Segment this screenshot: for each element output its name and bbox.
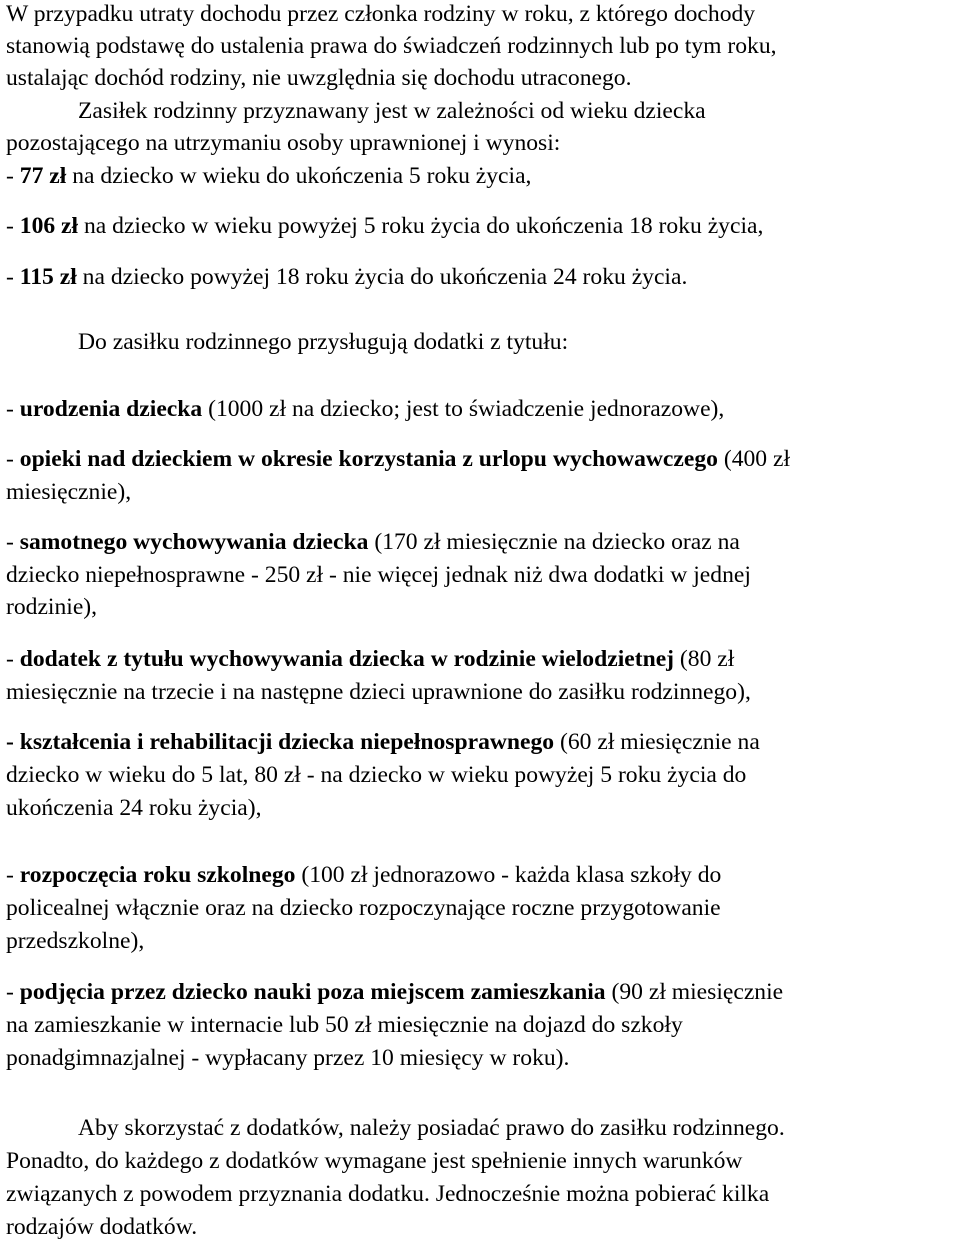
item-title: dodatek z tytułu wychowywania dziecka w rodzinie wielodzietnej xyxy=(19,646,675,672)
supplement-away-from-home-cont: ponadgimnazjalnej - wypłacany przez 10 miesięcy w roku). xyxy=(6,1045,570,1071)
intro-line-3: ustalając dochód rodziny, nie uwzględnia się dochodu utraconego. xyxy=(6,65,632,91)
closing-line-3: związanych z powodem przyznania dodatku. Jednocześnie można pobierać kilka xyxy=(6,1181,770,1207)
supplement-disabled-education xyxy=(6,728,760,756)
item-prefix: - xyxy=(6,862,20,888)
closing-line-1: Aby skorzystać z dodatków, należy posiadać prawo do zasiłku rodzinnego. xyxy=(78,1115,785,1141)
allowance-line-1: Zasiłek rodzinny przyznawany jest w zależności od wieku dziecka xyxy=(78,98,706,124)
item-text: (80 zł xyxy=(674,646,735,672)
item-prefix: - xyxy=(6,396,20,422)
item-prefix: - xyxy=(6,646,20,672)
rate-text: na dziecko w wieku powyżej 5 roku życia do ukończenia 18 roku życia, xyxy=(78,213,764,239)
closing-line-4: rodzajów dodatków. xyxy=(6,1214,198,1240)
item-text: (90 zł miesięcznie xyxy=(605,979,784,1005)
item-title: - kształcenia i rehabilitacji dziecka niepełnosprawnego xyxy=(6,729,555,755)
supplement-single-parent-cont: dziecko niepełnosprawne - 250 zł - nie więcej jednak niż dwa dodatki w jednej xyxy=(6,562,751,588)
rate-amount: 77 zł xyxy=(19,163,67,189)
supplement-away-from-home-cont: na zamieszkanie w internacie lub 50 zł miesięcznie na dojazd do szkoły xyxy=(6,1012,683,1038)
item-prefix: - xyxy=(6,979,20,1005)
rate-item xyxy=(6,263,687,291)
supplement-parental-leave-cont: miesięcznie), xyxy=(6,479,132,505)
rate-item xyxy=(6,212,763,240)
supplement-disabled-education-cont: ukończenia 24 roku życia), xyxy=(6,795,262,821)
supplement-disabled-education-cont: dziecko w wieku do 5 lat, 80 zł - na dziecko w wieku powyżej 5 roku życia do xyxy=(6,762,747,788)
item-text: (170 zł miesięcznie na dziecko oraz na xyxy=(368,529,740,555)
rate-amount: 106 zł xyxy=(19,213,79,239)
item-title: opieki nad dzieckiem w okresie korzystania z urlopu wychowawczego xyxy=(19,446,718,472)
rate-amount: 115 zł xyxy=(19,264,77,290)
rate-text: na dziecko powyżej 18 roku życia do ukończenia 24 roku życia. xyxy=(76,264,688,290)
rate-item xyxy=(6,162,531,190)
supplement-school-year-cont: policealnej włącznie oraz na dziecko rozpoczynające roczne przygotowanie xyxy=(6,895,721,921)
item-text: (1000 zł na dziecko; jest to świadczenie jednorazowe), xyxy=(202,396,725,422)
item-prefix: - xyxy=(6,446,20,472)
intro-line-1: W przypadku utraty dochodu przez członka rodziny w roku, z którego dochody xyxy=(6,1,756,27)
item-title: rozpoczęcia roku szkolnego xyxy=(19,862,296,888)
supplement-large-family-cont: miesięcznie na trzecie i na następne dzieci uprawnione do zasiłku rodzinnego), xyxy=(6,679,751,705)
rate-text: na dziecko w wieku do ukończenia 5 roku życia, xyxy=(66,163,532,189)
supplement-single-parent xyxy=(6,528,740,556)
supplement-school-year-cont: przedszkolne), xyxy=(6,928,145,954)
item-title: samotnego wychowywania dziecka xyxy=(19,529,369,555)
supplement-school-year xyxy=(6,861,721,889)
item-title: podjęcia przez dziecko nauki poza miejscem zamieszkania xyxy=(19,979,606,1005)
rate-prefix: - xyxy=(6,163,20,189)
supplement-away-from-home xyxy=(6,978,783,1006)
rate-prefix: - xyxy=(6,213,20,239)
supplement-single-parent-cont: rodzinie), xyxy=(6,594,98,620)
item-title: urodzenia dziecka xyxy=(19,396,203,422)
supplement-large-family xyxy=(6,645,734,673)
item-prefix: - xyxy=(6,529,20,555)
supplement-parental-leave xyxy=(6,445,790,473)
supplements-heading: Do zasiłku rodzinnego przysługują dodatki z tytułu: xyxy=(78,329,569,355)
allowance-line-2: pozostającego na utrzymaniu osoby uprawnionej i wynosi: xyxy=(6,130,561,156)
intro-line-2: stanowią podstawę do ustalenia prawa do świadczeń rodzinnych lub po tym roku, xyxy=(6,33,777,59)
item-text: (400 zł xyxy=(717,446,791,472)
rate-prefix: - xyxy=(6,264,20,290)
supplement-birth xyxy=(6,395,724,423)
item-text: (100 zł jednorazowo - każda klasa szkoły do xyxy=(295,862,722,888)
closing-line-2: Ponadto, do każdego z dodatków wymagane jest spełnienie innych warunków xyxy=(6,1148,743,1174)
item-text: (60 zł miesięcznie na xyxy=(554,729,760,755)
